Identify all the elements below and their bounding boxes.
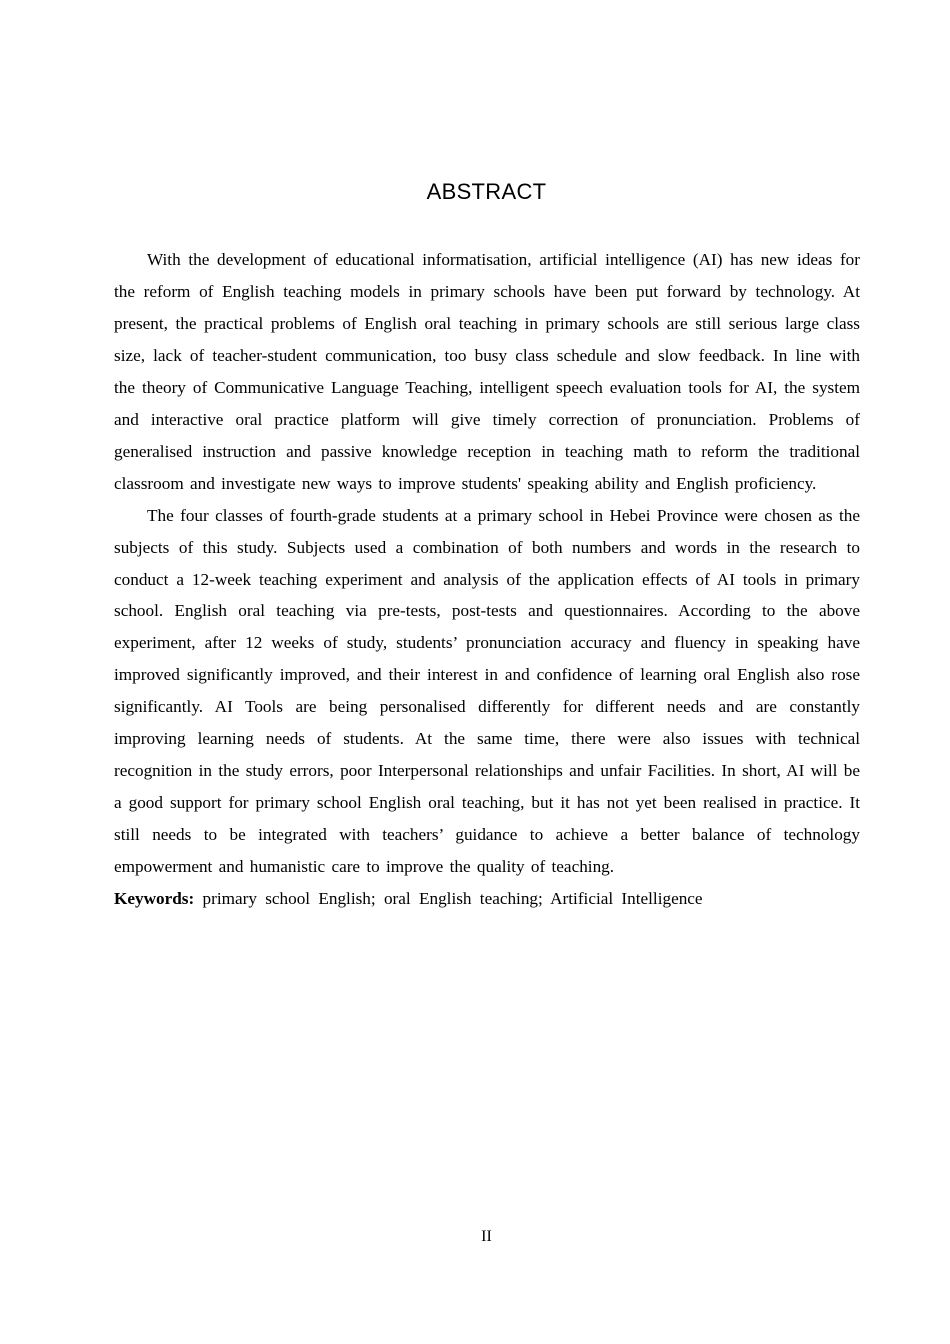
abstract-title: ABSTRACT bbox=[426, 179, 547, 204]
abstract-body bbox=[114, 244, 860, 915]
keywords-text: primary school English; oral English teaching; Artificial Intelligence bbox=[202, 889, 703, 909]
keywords-label: Keywords: bbox=[114, 889, 195, 909]
abstract-paragraph-2: The four classes of fourth-grade students at a primary school in Hebei Province were chosen as the subjects of this study. Subjects used a combination of both numbers and words in the research to conduct a 12-week teaching experiment and analysis of the application effects of AI tools in primary school. English oral teaching via pre-tests, post-tests and questionnaires. According to the above experiment, after 12 weeks of study, students’ pronunciation accuracy and fluency in speaking have improved significantly improved, and their interest in and confidence of learning oral English also rose significantly. AI Tools are being personalised differently for different needs and are constantly improving learning needs of students. At the same time, there were also issues with technical recognition in the study errors, poor Interpersonal relationships and unfair Facilities. In short, AI will be a good support for primary school English oral teaching, but it has not yet been realised in practice. It still needs to be integrated with teachers’ guidance to achieve a better balance of technology empowerment and humanistic care to improve the quality of teaching. bbox=[114, 505, 860, 877]
keywords-line bbox=[114, 883, 860, 915]
page-number: II bbox=[481, 1228, 492, 1245]
abstract-paragraph-1: With the development of educational informatisation, artificial intelligence (AI) has new ideas for the reform of English teaching models in primary schools have been put forward by technology. At present, the practical problems of English oral teaching in primary schools are still serious large class size, lack of teacher-student communication, too busy class schedule and slow feedback. In line with the theory of Communicative Language Teaching, intelligent speech evaluation tools for AI, the system and interactive oral practice platform will give timely correction of pronunciation. Problems of generalised instruction and passive knowledge reception in teaching math to reform the traditional classroom and investigate new ways to improve students' speaking ability and English proficiency. bbox=[114, 250, 860, 493]
